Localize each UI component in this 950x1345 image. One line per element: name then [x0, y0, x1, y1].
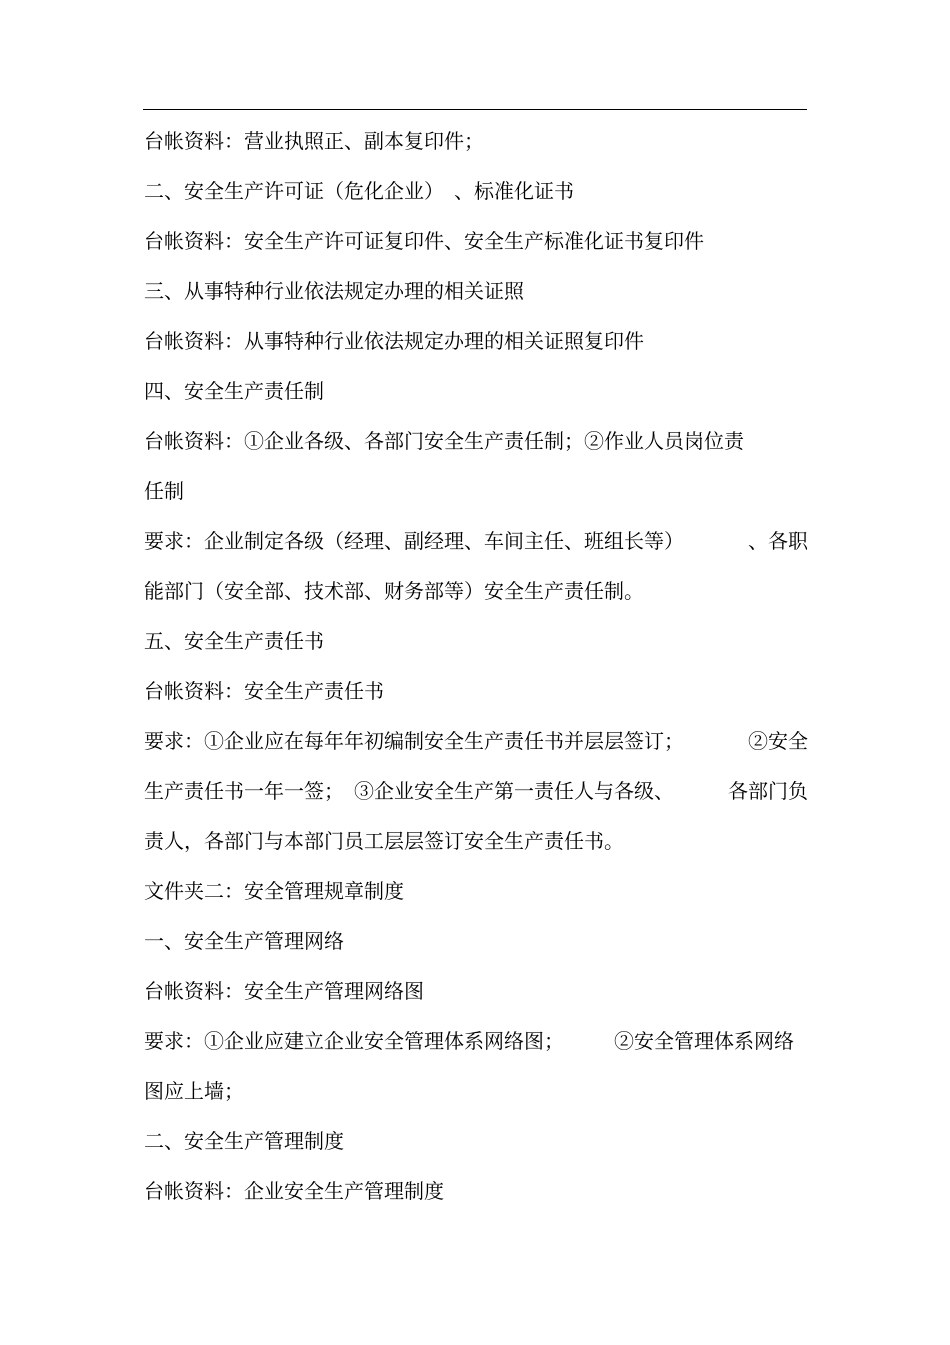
paragraph-line: 台帐资料：营业执照正、副本复印件； [144, 129, 484, 153]
line-segment: 、各职 [748, 529, 808, 553]
paragraph-line [144, 516, 808, 566]
line-segment: 要求：①企业应建立企业安全管理体系网络图； [144, 1029, 564, 1053]
paragraph-line: 台帐资料：安全生产管理网络图 [144, 979, 424, 1003]
paragraph-line: 台帐资料：安全生产许可证复印件、安全生产标准化证书复印件 [144, 229, 704, 253]
section-heading: 二、安全生产管理制度 [144, 1129, 344, 1153]
section-heading: 二、安全生产许可证（危化企业） 、标准化证书 [144, 179, 574, 203]
paragraph-line: 责人，各部门与本部门员工层层签订安全生产责任书。 [144, 829, 624, 853]
paragraph-line: 台帐资料：安全生产责任书 [144, 679, 384, 703]
paragraph-line [144, 1016, 794, 1066]
paragraph-line [144, 716, 808, 766]
header-rule [143, 109, 807, 110]
paragraph-line: 台帐资料：①企业各级、各部门安全生产责任制；②作业人员岗位责 [144, 429, 744, 453]
paragraph-line: 能部门（安全部、技术部、财务部等）安全生产责任制。 [144, 579, 644, 603]
section-heading: 四、安全生产责任制 [144, 379, 324, 403]
paragraph-line: 任制 [144, 479, 184, 503]
line-segment: 生产责任书一年一签； ③企业安全生产第一责任人与各级、 [144, 779, 674, 803]
line-segment: ②安全 [748, 729, 808, 753]
paragraph-line [144, 766, 808, 816]
paragraph-line: 台帐资料：企业安全生产管理制度 [144, 1179, 444, 1203]
section-heading: 一、安全生产管理网络 [144, 929, 344, 953]
section-heading: 三、从事特种行业依法规定办理的相关证照 [144, 279, 524, 303]
paragraph-line: 台帐资料：从事特种行业依法规定办理的相关证照复印件 [144, 329, 644, 353]
line-segment: 各部门负 [728, 779, 808, 803]
paragraph-line: 图应上墙； [144, 1079, 244, 1103]
document-body [144, 116, 808, 1216]
line-segment: 要求：①企业应在每年年初编制安全生产责任书并层层签订； [144, 729, 684, 753]
section-heading: 五、安全生产责任书 [144, 629, 324, 653]
line-segment: ②安全管理体系网络 [614, 1029, 794, 1053]
folder-heading: 文件夹二：安全管理规章制度 [144, 879, 404, 903]
line-segment: 要求：企业制定各级（经理、副经理、车间主任、班组长等） [144, 529, 684, 553]
